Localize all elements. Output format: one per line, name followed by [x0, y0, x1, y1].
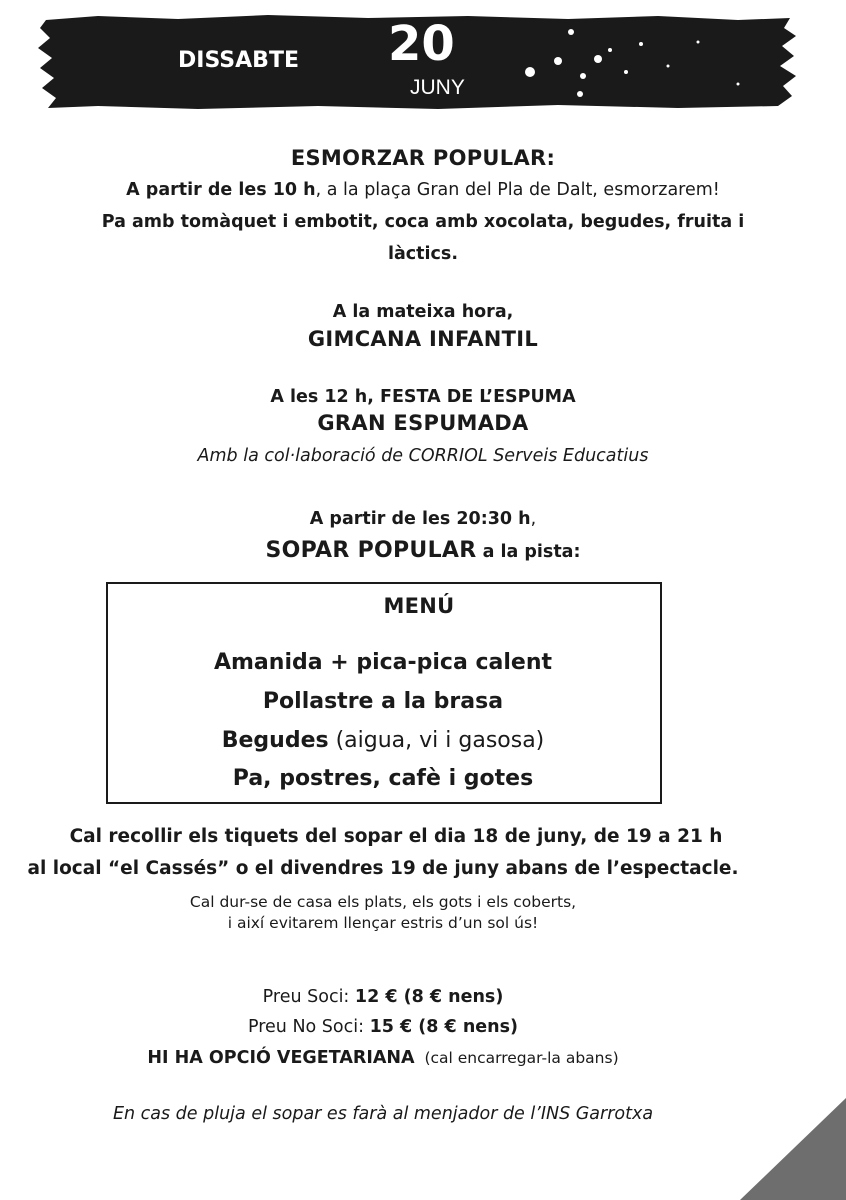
vegetarian-note: (cal encarregar-la abans): [414, 1049, 619, 1067]
dinner-title-line: [0, 538, 846, 563]
dinner-title: SOPAR POPULAR: [265, 538, 477, 563]
menu-item-3-label: Begudes: [221, 728, 329, 753]
dinner-time: A partir de les 20:30 h: [309, 509, 531, 529]
menu-title: MENÚ: [383, 594, 455, 618]
gymkhana-title: GIMCANA INFANTIL: [307, 327, 539, 351]
price-member-label: Preu Soci:: [262, 987, 355, 1007]
price-nonmember: [0, 1017, 806, 1037]
header-day: DISSABTE: [178, 48, 299, 73]
breakfast-place: , a la plaça Gran del Pla de Dalt, esmorzarem!: [315, 180, 720, 200]
breakfast-title: ESMORZAR POPULAR:: [290, 146, 556, 170]
breakfast-line-3: làctics.: [388, 244, 458, 264]
vegetarian-option: [0, 1048, 806, 1068]
menu-item-3-detail: (aigua, vi i gasosa): [328, 728, 545, 753]
dinner-location: a la pista:: [476, 542, 581, 562]
breakfast-line-2: Pa amb tomàquet i embotit, coca amb xocolata, begudes, fruita i: [101, 212, 745, 232]
dinner-intro: [0, 509, 846, 529]
header-month: JUNY: [410, 76, 465, 99]
price-member: [0, 987, 806, 1007]
breakfast-time: A partir de les 10 h: [126, 180, 316, 200]
foam-title: GRAN ESPUMADA: [317, 411, 529, 435]
tickets-line-2: al local “el Cassés” o el divendres 19 de juny abans de l’espectacle.: [27, 858, 739, 879]
tickets-note-1: Cal dur-se de casa els plats, els gots i els coberts,: [189, 893, 577, 911]
menu-item-3: [0, 728, 806, 753]
menu-item-1: Amanida + pica-pica calent: [213, 650, 552, 675]
corner-triangle: [740, 1098, 846, 1200]
foam-credit: Amb la col·laboració de CORRIOL Serveis Educatius: [197, 446, 649, 466]
rain-note: En cas de pluja el sopar es farà al menjador de l’INS Garrotxa: [112, 1104, 654, 1124]
tickets-line-1: Cal recollir els tiquets del sopar el dia 18 de juny, de 19 a 21 h: [69, 826, 723, 847]
vegetarian-label: HI HA OPCIÓ VEGETARIANA: [147, 1048, 415, 1068]
price-member-value: 12 € (8 € nens): [354, 987, 504, 1007]
foam-intro: A les 12 h, FESTA DE L’ESPUMA: [270, 387, 576, 407]
price-nonmember-label: Preu No Soci:: [247, 1017, 370, 1037]
header-banner: [38, 14, 798, 110]
dinner-intro-comma: ,: [530, 509, 537, 529]
menu-item-4: Pa, postres, cafè i gotes: [232, 766, 534, 791]
header-date: 20: [388, 16, 455, 72]
gymkhana-intro: A la mateixa hora,: [332, 302, 514, 322]
price-nonmember-value: 15 € (8 € nens): [369, 1017, 519, 1037]
menu-item-2: Pollastre a la brasa: [262, 689, 504, 714]
tickets-note-2: i així evitarem llençar estris d’un sol ús!: [227, 914, 539, 932]
breakfast-line-1: [0, 180, 846, 200]
